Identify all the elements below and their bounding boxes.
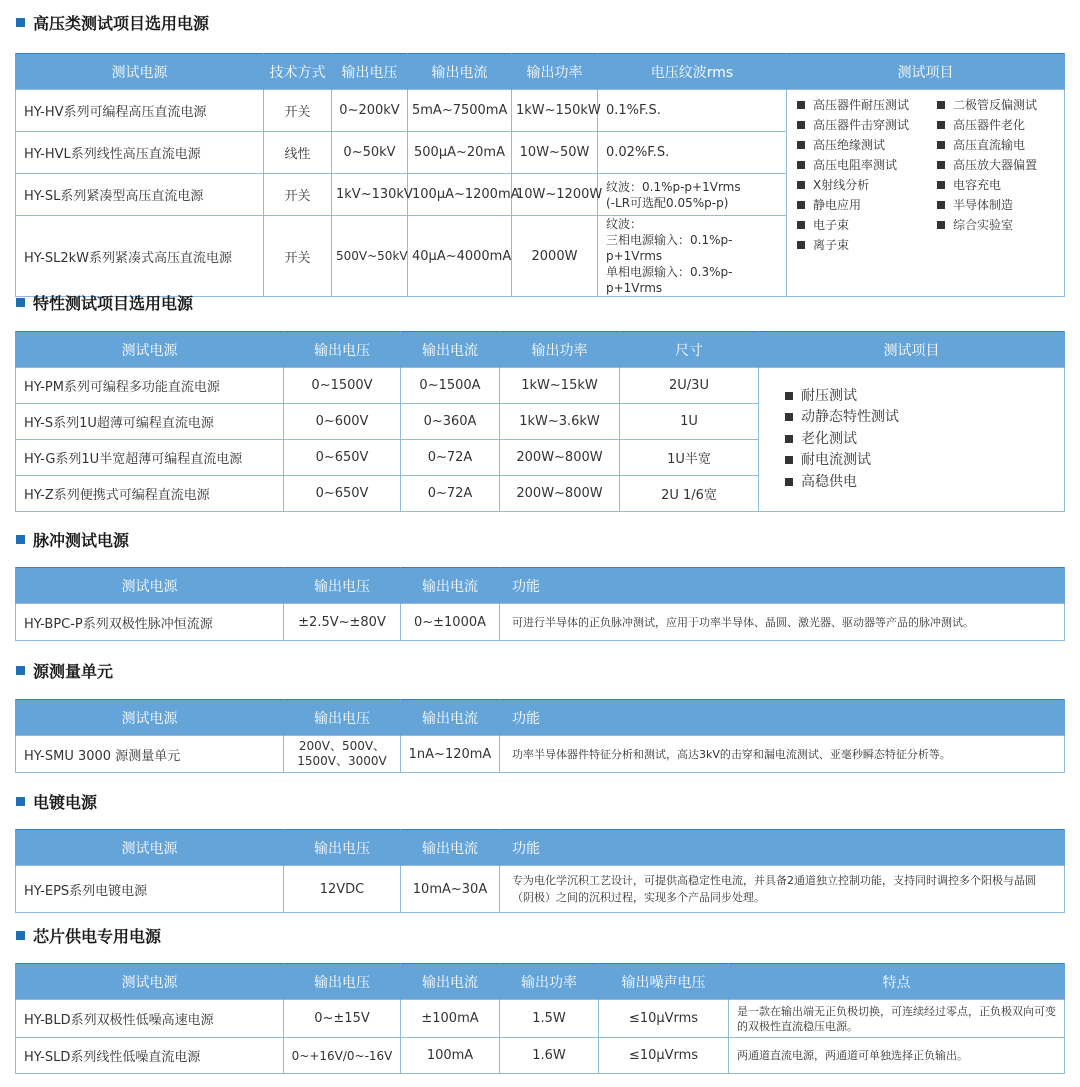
table-header-row bbox=[16, 568, 1065, 604]
cell-noise: ≤10μVrms bbox=[599, 1000, 729, 1038]
char-table bbox=[15, 331, 1065, 512]
square-bullet-icon bbox=[797, 181, 805, 189]
header-cell: 输出噪声电压 bbox=[599, 964, 729, 1000]
cell-function: 可进行半导体的正负脉冲测试，应用于功率半导体、晶圆、激光器、驱动器等产品的脉冲测试。 bbox=[500, 604, 1065, 641]
square-bullet-icon bbox=[785, 392, 793, 400]
chip-table bbox=[15, 963, 1065, 1074]
list-item: 高压器件耐压测试 bbox=[797, 96, 937, 113]
product-name: HY-BPC-P系列双极性脉冲恒流源 bbox=[16, 604, 284, 641]
header-cell: 功能 bbox=[500, 830, 1065, 866]
square-bullet-icon bbox=[797, 121, 805, 129]
header-cell: 输出电压 bbox=[284, 568, 401, 604]
header-cell: 测试电源 bbox=[16, 700, 284, 736]
list-item: 高压器件击穿测试 bbox=[797, 116, 937, 133]
header-cell: 输出电流 bbox=[401, 568, 500, 604]
header-cell: 测试电源 bbox=[16, 568, 284, 604]
header-cell: 输出电压 bbox=[284, 332, 401, 368]
square-bullet-icon bbox=[937, 121, 945, 129]
square-bullet-icon bbox=[16, 18, 25, 27]
square-bullet-icon bbox=[785, 413, 793, 421]
eps-table bbox=[15, 829, 1065, 913]
list-item: 老化测试 bbox=[785, 429, 1060, 451]
table-header-row bbox=[16, 964, 1065, 1000]
table-row bbox=[16, 1000, 1065, 1038]
cell-voltage: 0~650V bbox=[284, 440, 401, 476]
header-cell: 测试电源 bbox=[16, 964, 284, 1000]
cell-voltage: 500V~50kV bbox=[332, 216, 408, 297]
header-cell: 输出电流 bbox=[401, 700, 500, 736]
square-bullet-icon bbox=[16, 298, 25, 307]
square-bullet-icon bbox=[16, 666, 25, 675]
cell-function: 专为电化学沉积工艺设计，可提供高稳定性电流，并具备2通道独立控制功能，支持同时调控多个阳极与晶圆（阴极）之间的沉积过程，实现多个产品同步处理。 bbox=[500, 866, 1065, 913]
list-item: 高压器件老化 bbox=[937, 116, 1057, 133]
table-row bbox=[16, 1038, 1065, 1074]
cell-mode: 开关 bbox=[264, 174, 332, 216]
product-name: HY-EPS系列电镀电源 bbox=[16, 866, 284, 913]
test-items-list bbox=[763, 386, 1060, 494]
product-name: HY-SLD系列线性低噪直流电源 bbox=[16, 1038, 284, 1074]
cell-power: 2000W bbox=[512, 216, 598, 297]
cell-feature: 两通道直流电源，两通道可单独选择正负输出。 bbox=[729, 1038, 1065, 1074]
square-bullet-icon bbox=[785, 478, 793, 486]
list-item: 高压电阻率测试 bbox=[797, 156, 937, 173]
list-item: 电子束 bbox=[797, 216, 937, 233]
cell-size: 2U 1/6宽 bbox=[620, 476, 759, 512]
list-item: 高压放大器偏置 bbox=[937, 156, 1057, 173]
square-bullet-icon bbox=[785, 456, 793, 464]
header-cell: 测试电源 bbox=[16, 830, 284, 866]
product-name: HY-BLD系列双极性低噪高速电源 bbox=[16, 1000, 284, 1038]
hv-table bbox=[15, 53, 1065, 297]
header-cell: 输出电流 bbox=[401, 830, 500, 866]
square-bullet-icon bbox=[937, 181, 945, 189]
cell-power: 200W~800W bbox=[500, 476, 620, 512]
cell-current: ±100mA bbox=[401, 1000, 500, 1038]
header-cell: 输出电压 bbox=[284, 830, 401, 866]
product-name: HY-SL系列紧凑型高压直流电源 bbox=[16, 174, 264, 216]
cell-current: 500μA~20mA bbox=[408, 132, 512, 174]
cell-power: 1kW~15kW bbox=[500, 368, 620, 404]
header-cell: 输出电压 bbox=[332, 54, 408, 90]
cell-voltage: 1kV~130kV bbox=[332, 174, 408, 216]
cell-current: 0~72A bbox=[401, 440, 500, 476]
table-header-row bbox=[16, 332, 1065, 368]
header-cell: 输出功率 bbox=[512, 54, 598, 90]
cell-mode: 线性 bbox=[264, 132, 332, 174]
cell-power: 200W~800W bbox=[500, 440, 620, 476]
list-item: 高压绝缘测试 bbox=[797, 136, 937, 153]
product-name: HY-PM系列可编程多功能直流电源 bbox=[16, 368, 284, 404]
square-bullet-icon bbox=[785, 435, 793, 443]
test-items-cell bbox=[787, 90, 1065, 297]
cell-voltage: 0~600V bbox=[284, 404, 401, 440]
square-bullet-icon bbox=[937, 141, 945, 149]
cell-mode: 开关 bbox=[264, 90, 332, 132]
product-name: HY-SL2kW系列紧凑式高压直流电源 bbox=[16, 216, 264, 297]
test-items-cell bbox=[759, 368, 1065, 512]
cell-voltage: 0~650V bbox=[284, 476, 401, 512]
table-row bbox=[16, 90, 1065, 132]
cell-voltage: 0~50kV bbox=[332, 132, 408, 174]
header-cell: 功能 bbox=[500, 700, 1065, 736]
square-bullet-icon bbox=[797, 161, 805, 169]
header-cell: 电压纹波rms bbox=[598, 54, 787, 90]
cell-current: 0~360A bbox=[401, 404, 500, 440]
cell-current: 100μA~1200mA bbox=[408, 174, 512, 216]
cell-ripple: 0.1%F.S. bbox=[598, 90, 787, 132]
product-name: HY-HV系列可编程高压直流电源 bbox=[16, 90, 264, 132]
cell-voltage: 0~1500V bbox=[284, 368, 401, 404]
cell-ripple: 纹波：0.1%p-p+1Vrms (-LR可选配0.05%p-p) bbox=[598, 174, 787, 216]
cell-current: 0~72A bbox=[401, 476, 500, 512]
cell-ripple: 0.02%F.S. bbox=[598, 132, 787, 174]
header-cell: 输出功率 bbox=[500, 964, 599, 1000]
header-cell: 测试项目 bbox=[787, 54, 1065, 90]
product-name: HY-SMU 3000 源测量单元 bbox=[16, 736, 284, 773]
header-cell: 功能 bbox=[500, 568, 1065, 604]
pulse-table bbox=[15, 567, 1065, 641]
cell-power: 1kW~150kW bbox=[512, 90, 598, 132]
cell-size: 2U/3U bbox=[620, 368, 759, 404]
header-cell: 测试项目 bbox=[759, 332, 1065, 368]
cell-voltage: 200V、500V、 1500V、3000V bbox=[284, 736, 401, 773]
square-bullet-icon bbox=[797, 141, 805, 149]
list-item: 静电应用 bbox=[797, 196, 937, 213]
square-bullet-icon bbox=[937, 221, 945, 229]
header-cell: 输出电流 bbox=[401, 332, 500, 368]
cell-current: 0~±1000A bbox=[401, 604, 500, 641]
list-item: 综合实验室 bbox=[937, 216, 1057, 233]
table-header-row bbox=[16, 54, 1065, 90]
section-title-hv: 高压类测试项目选用电源 bbox=[14, 10, 209, 34]
list-item: 耐压测试 bbox=[785, 386, 1060, 408]
cell-ripple: 纹波： 三相电源输入：0.1%p-p+1Vrms 单相电源输入：0.3%p-p+1Vrms bbox=[598, 216, 787, 297]
square-bullet-icon bbox=[937, 101, 945, 109]
square-bullet-icon bbox=[797, 241, 805, 249]
table-row bbox=[16, 866, 1065, 913]
list-item: 电容充电 bbox=[937, 176, 1057, 193]
list-item: 动静态特性测试 bbox=[785, 407, 1060, 429]
list-item: X射线分析 bbox=[797, 176, 937, 193]
smu-table bbox=[15, 699, 1065, 773]
cell-power: 10W~50W bbox=[512, 132, 598, 174]
test-items-list bbox=[787, 90, 1064, 259]
list-item: 耐电流测试 bbox=[785, 450, 1060, 472]
cell-power: 1.5W bbox=[500, 1000, 599, 1038]
section-title-pulse: 脉冲测试电源 bbox=[14, 527, 129, 551]
header-cell: 特点 bbox=[729, 964, 1065, 1000]
section-title-char: 特性测试项目选用电源 bbox=[14, 290, 193, 314]
table-row bbox=[16, 736, 1065, 773]
cell-voltage: 0~±15V bbox=[284, 1000, 401, 1038]
cell-current: 100mA bbox=[401, 1038, 500, 1074]
square-bullet-icon bbox=[16, 931, 25, 940]
list-item: 离子束 bbox=[797, 236, 937, 253]
cell-voltage: ±2.5V~±80V bbox=[284, 604, 401, 641]
cell-voltage: 0~200kV bbox=[332, 90, 408, 132]
cell-current: 40μA~4000mA bbox=[408, 216, 512, 297]
cell-function: 功率半导体器件特征分析和测试，高达3kV的击穿和漏电流测试、亚毫秒瞬态特征分析等。 bbox=[500, 736, 1065, 773]
cell-current: 5mA~7500mA bbox=[408, 90, 512, 132]
table-row bbox=[16, 604, 1065, 641]
square-bullet-icon bbox=[937, 161, 945, 169]
header-cell: 输出电流 bbox=[408, 54, 512, 90]
section-title-smu: 源测量单元 bbox=[14, 658, 113, 682]
cell-size: 1U bbox=[620, 404, 759, 440]
square-bullet-icon bbox=[797, 201, 805, 209]
product-name: HY-Z系列便携式可编程直流电源 bbox=[16, 476, 284, 512]
section-title-eps: 电镀电源 bbox=[14, 789, 97, 813]
cell-power: 1kW~3.6kW bbox=[500, 404, 620, 440]
section-title-chip: 芯片供电专用电源 bbox=[14, 923, 161, 947]
cell-power: 10W~1200W bbox=[512, 174, 598, 216]
list-item: 高稳供电 bbox=[785, 472, 1060, 494]
square-bullet-icon bbox=[16, 797, 25, 806]
list-item: 高压直流输电 bbox=[937, 136, 1057, 153]
table-header-row bbox=[16, 700, 1065, 736]
table-row bbox=[16, 368, 1065, 404]
header-cell: 输出电压 bbox=[284, 964, 401, 1000]
cell-current: 10mA~30A bbox=[401, 866, 500, 913]
cell-size: 1U半宽 bbox=[620, 440, 759, 476]
square-bullet-icon bbox=[16, 535, 25, 544]
cell-current: 0~1500A bbox=[401, 368, 500, 404]
square-bullet-icon bbox=[797, 101, 805, 109]
cell-current: 1nA~120mA bbox=[401, 736, 500, 773]
product-name: HY-S系列1U超薄可编程直流电源 bbox=[16, 404, 284, 440]
header-cell: 输出电压 bbox=[284, 700, 401, 736]
cell-noise: ≤10μVrms bbox=[599, 1038, 729, 1074]
header-cell: 测试电源 bbox=[16, 332, 284, 368]
header-cell: 尺寸 bbox=[620, 332, 759, 368]
table-header-row bbox=[16, 830, 1065, 866]
product-name: HY-HVL系列线性高压直流电源 bbox=[16, 132, 264, 174]
header-cell: 输出功率 bbox=[500, 332, 620, 368]
cell-power: 1.6W bbox=[500, 1038, 599, 1074]
cell-voltage: 12VDC bbox=[284, 866, 401, 913]
list-item: 半导体制造 bbox=[937, 196, 1057, 213]
square-bullet-icon bbox=[797, 221, 805, 229]
header-cell: 测试电源 bbox=[16, 54, 264, 90]
cell-voltage: 0~+16V/0~-16V bbox=[284, 1038, 401, 1074]
header-cell: 技术方式 bbox=[264, 54, 332, 90]
cell-mode: 开关 bbox=[264, 216, 332, 297]
header-cell: 输出电流 bbox=[401, 964, 500, 1000]
list-item: 二极管反偏测试 bbox=[937, 96, 1057, 113]
product-name: HY-G系列1U半宽超薄可编程直流电源 bbox=[16, 440, 284, 476]
cell-feature: 是一款在输出端无正负极切换，可连续经过零点，正负极双向可变的双极性直流稳压电源。 bbox=[729, 1000, 1065, 1038]
square-bullet-icon bbox=[937, 201, 945, 209]
